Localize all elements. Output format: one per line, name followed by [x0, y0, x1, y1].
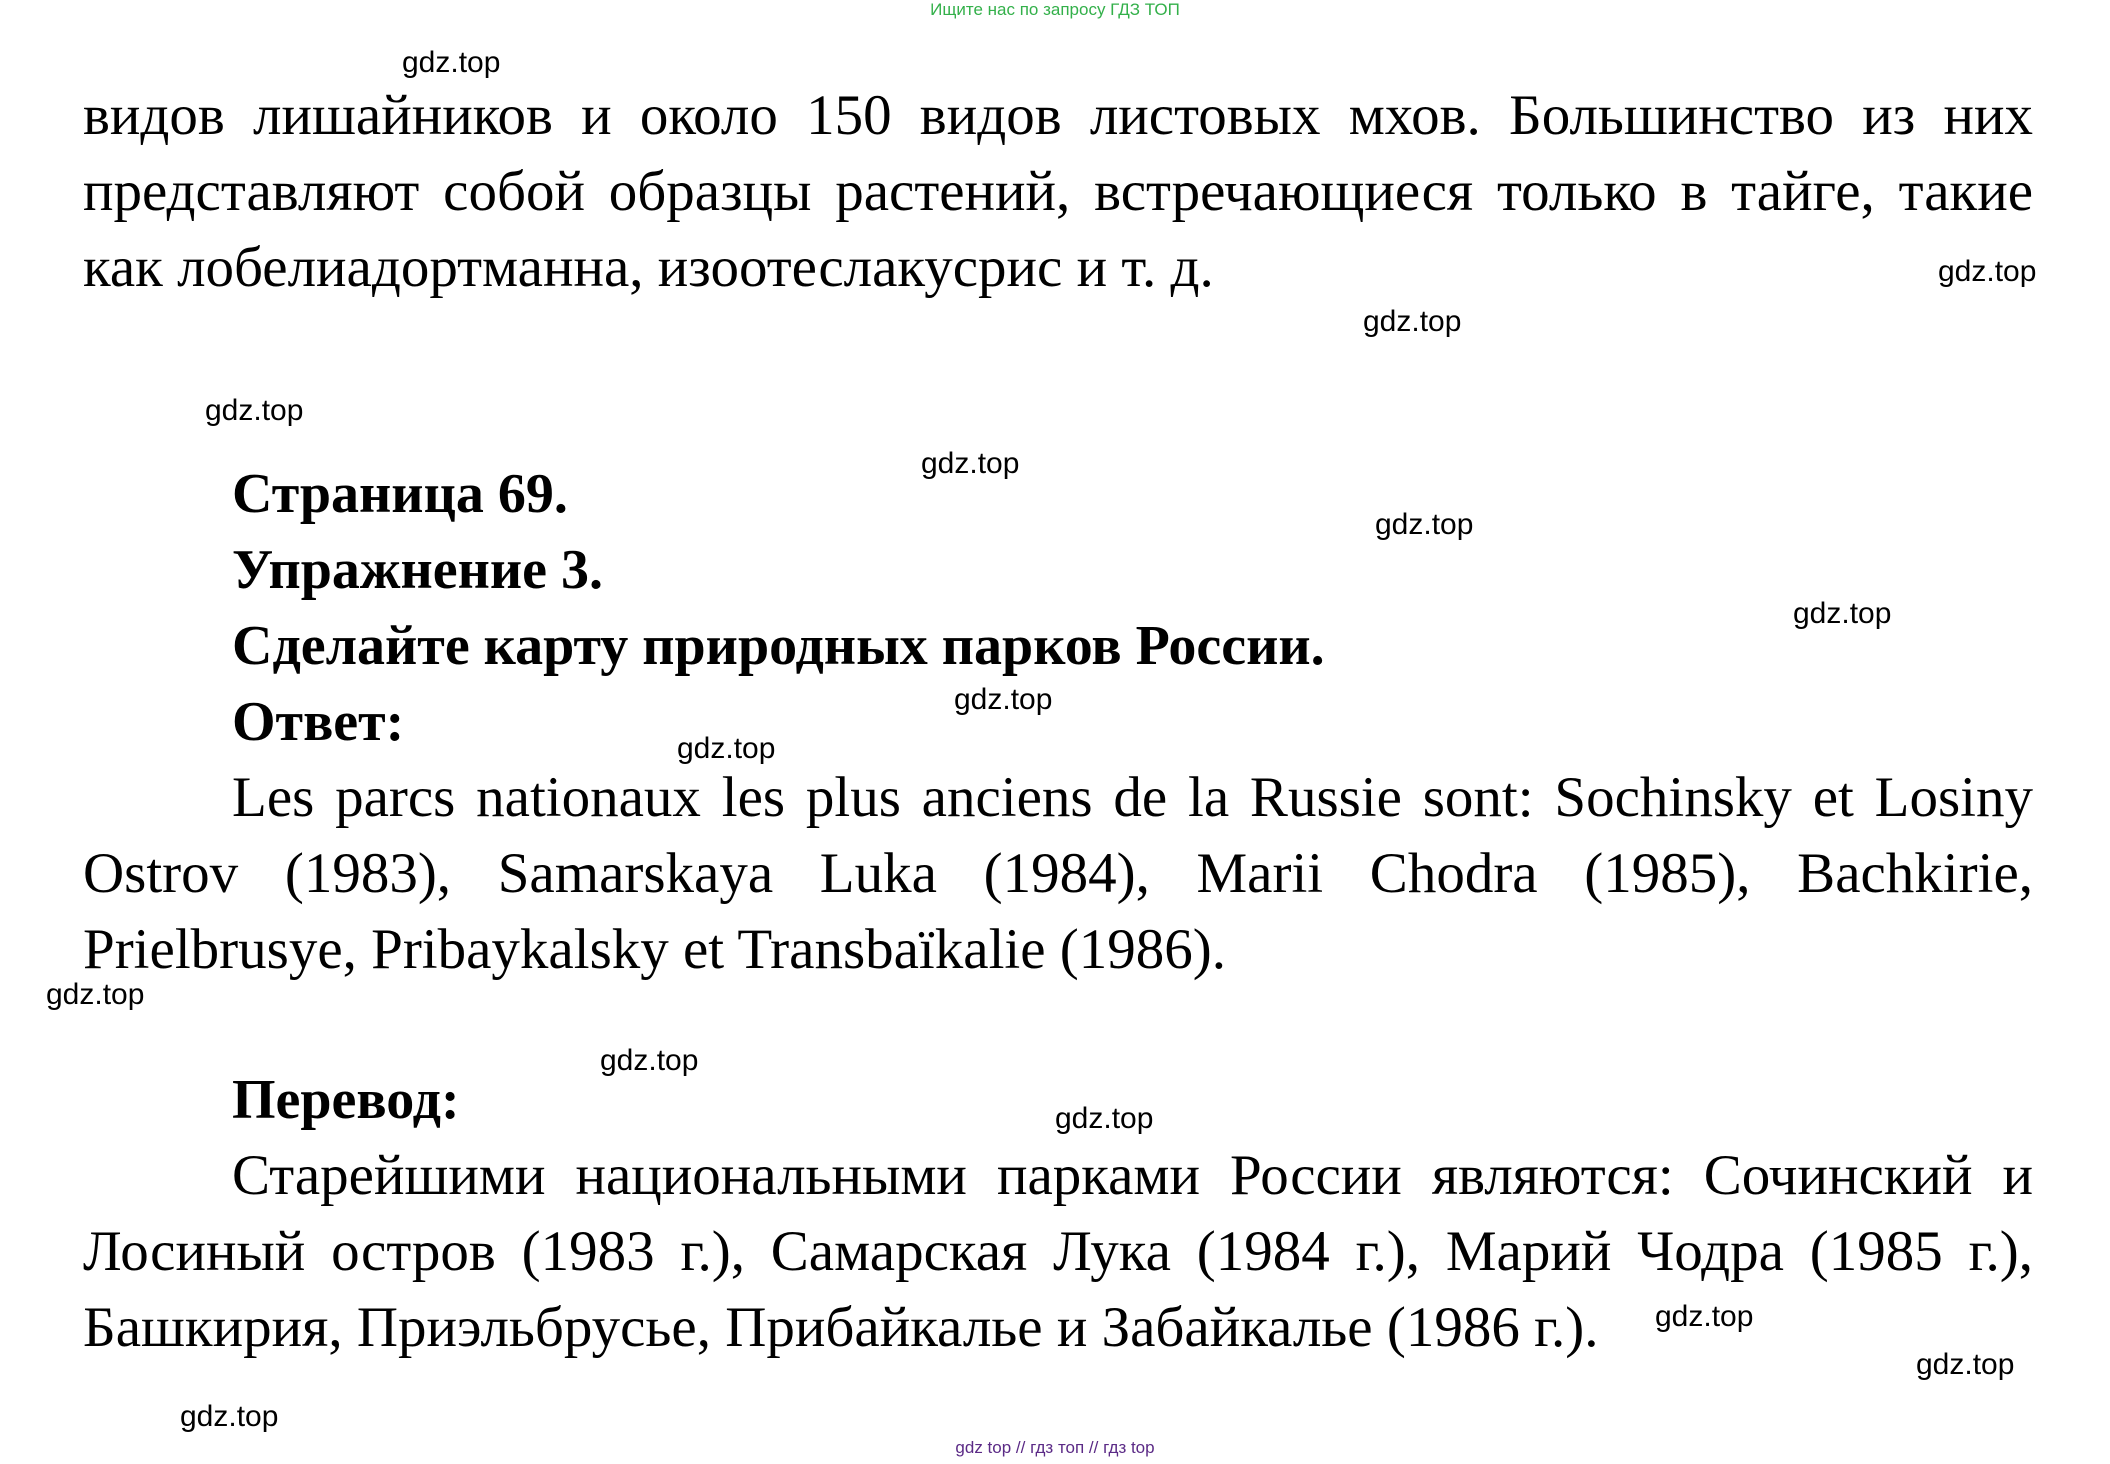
intro-paragraph: видов лишайников и около 150 видов листовых мхов. Большинство из них представляют собой образцы растений, встречающиеся только в тайге, такие как лобелиадортманна, изоотеслакусрис и т. д. — [83, 84, 2033, 299]
translation-label: Перевод: — [232, 1069, 460, 1131]
question-heading: Сделайте карту природных парков России. — [232, 615, 1325, 677]
watermark: gdz.top — [677, 732, 776, 765]
watermark: gdz.top — [1938, 255, 2037, 288]
exercise-heading: Упражнение 3. — [232, 539, 604, 601]
watermark: gdz.top — [1375, 508, 1474, 541]
watermark: gdz.top — [46, 978, 145, 1011]
answer-paragraph: Les parcs nationaux les plus anciens de la Russie sont: Sochinsky et Losiny Ostrov (1983), Samarskaya Luka (1984), Marii Chodra (1985), Bachkirie, Prielbrusye, Pribaykalsky et Transbaïkalie (1986). — [83, 766, 2033, 981]
page-number-heading: Страница 69. — [232, 463, 568, 525]
search-banner: Ищите нас по запросу ГДЗ ТОП — [930, 0, 1180, 19]
watermark: gdz.top — [180, 1400, 279, 1433]
watermark: gdz.top — [1916, 1348, 2015, 1381]
watermark: gdz.top — [205, 394, 304, 427]
translation-paragraph: Старейшими национальными парками России являются: Сочинский и Лосиный остров (1983 г.), Самарская Лука (1984 г.), Марий Чодра (1985 г.), Башкирия, Приэльбрусье, Прибайкалье и Забайкалье (1986 г.). — [83, 1144, 2033, 1359]
watermark: gdz.top — [921, 447, 1020, 480]
footer-links: gdz top // гдз топ // гдз top — [955, 1438, 1155, 1457]
answer-label: Ответ: — [232, 691, 405, 753]
watermark: gdz.top — [1055, 1102, 1154, 1135]
watermark: gdz.top — [954, 683, 1053, 716]
watermark: gdz.top — [1655, 1300, 1754, 1333]
watermark: gdz.top — [1363, 305, 1462, 338]
watermark: gdz.top — [402, 46, 501, 79]
watermark: gdz.top — [600, 1044, 699, 1077]
watermark: gdz.top — [1793, 597, 1892, 630]
